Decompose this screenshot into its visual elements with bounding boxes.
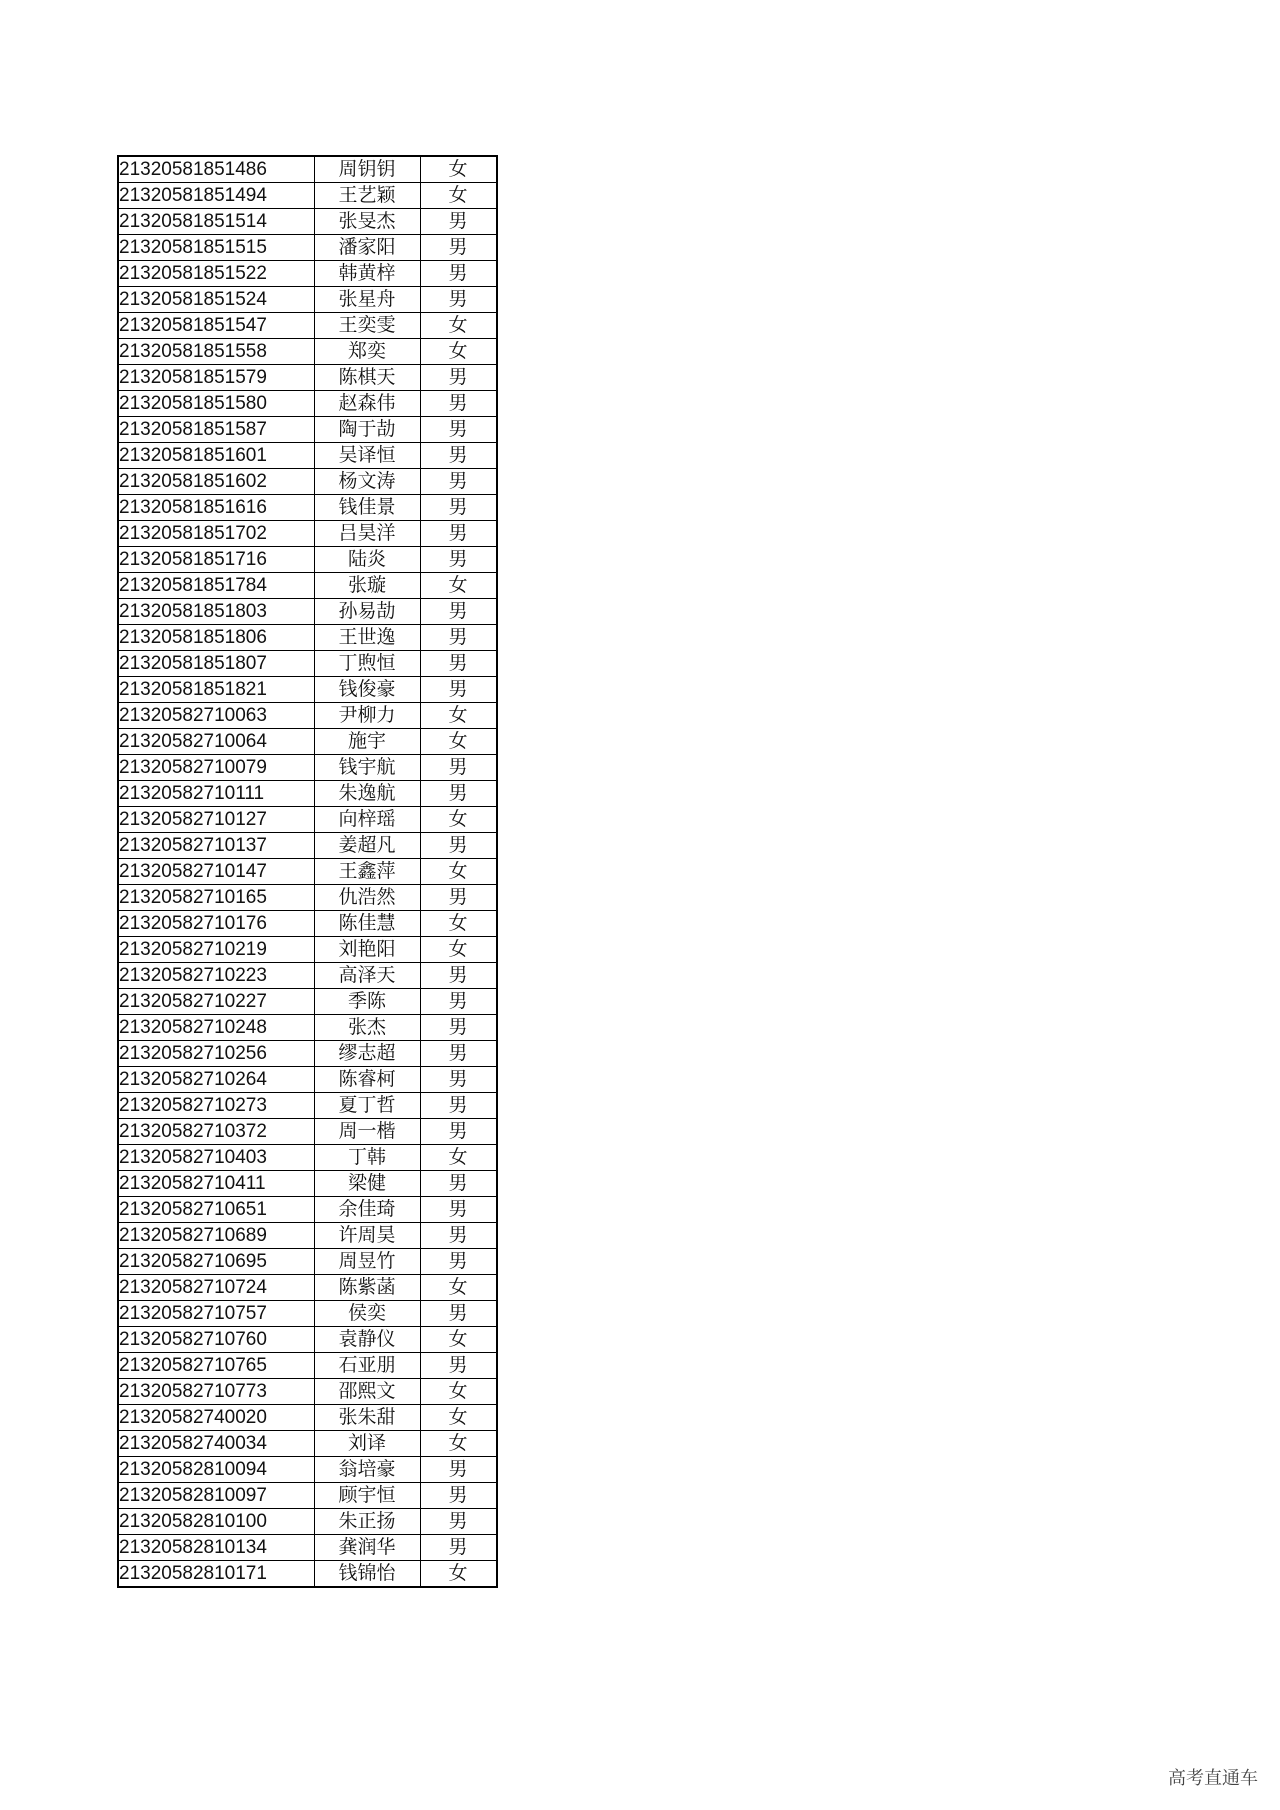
cell-name: 袁静仪	[314, 1327, 420, 1353]
cell-gender: 男	[420, 287, 497, 313]
cell-name: 石亚朋	[314, 1353, 420, 1379]
table-row	[118, 859, 497, 885]
table-row	[118, 1119, 497, 1145]
cell-name: 陈紫菡	[314, 1275, 420, 1301]
cell-name: 潘家阳	[314, 235, 420, 261]
cell-gender: 男	[420, 1483, 497, 1509]
cell-exam-number: 21320582710403	[118, 1145, 314, 1171]
cell-gender: 男	[420, 443, 497, 469]
cell-gender: 女	[420, 183, 497, 209]
cell-gender: 女	[420, 1145, 497, 1171]
table-row	[118, 209, 497, 235]
cell-name: 朱正扬	[314, 1509, 420, 1535]
cell-exam-number: 21320582810094	[118, 1457, 314, 1483]
cell-exam-number: 21320582710137	[118, 833, 314, 859]
cell-name: 刘译	[314, 1431, 420, 1457]
cell-gender: 男	[420, 1067, 497, 1093]
cell-exam-number: 21320582710219	[118, 937, 314, 963]
table-row	[118, 521, 497, 547]
cell-gender: 男	[420, 547, 497, 573]
table-row	[118, 156, 497, 183]
cell-name: 季陈	[314, 989, 420, 1015]
table-row	[118, 599, 497, 625]
table-row	[118, 1171, 497, 1197]
cell-gender: 男	[420, 235, 497, 261]
cell-gender: 男	[420, 989, 497, 1015]
table-row	[118, 1561, 497, 1588]
table-row	[118, 833, 497, 859]
table-row	[118, 1431, 497, 1457]
cell-gender: 男	[420, 1249, 497, 1275]
cell-name: 龚润华	[314, 1535, 420, 1561]
cell-name: 张朱甜	[314, 1405, 420, 1431]
table-body	[118, 156, 497, 1587]
cell-exam-number: 21320582710765	[118, 1353, 314, 1379]
cell-gender: 男	[420, 495, 497, 521]
table-row	[118, 365, 497, 391]
cell-exam-number: 21320582710063	[118, 703, 314, 729]
cell-gender: 女	[420, 1379, 497, 1405]
cell-name: 周昱竹	[314, 1249, 420, 1275]
cell-exam-number: 21320582810171	[118, 1561, 314, 1588]
cell-exam-number: 21320581851558	[118, 339, 314, 365]
cell-gender: 男	[420, 261, 497, 287]
cell-gender: 男	[420, 1509, 497, 1535]
cell-gender: 女	[420, 573, 497, 599]
cell-exam-number: 21320581851524	[118, 287, 314, 313]
table-row	[118, 391, 497, 417]
cell-exam-number: 21320582710079	[118, 755, 314, 781]
cell-exam-number: 21320581851579	[118, 365, 314, 391]
cell-name: 钱宇航	[314, 755, 420, 781]
cell-name: 丁韩	[314, 1145, 420, 1171]
cell-gender: 男	[420, 677, 497, 703]
cell-name: 王奕雯	[314, 313, 420, 339]
cell-name: 陶于劼	[314, 417, 420, 443]
cell-gender: 男	[420, 651, 497, 677]
footer-watermark: 高考直通车	[1168, 1768, 1258, 1789]
cell-name: 吕昊洋	[314, 521, 420, 547]
cell-exam-number: 21320581851547	[118, 313, 314, 339]
cell-name: 夏丁哲	[314, 1093, 420, 1119]
table-row	[118, 625, 497, 651]
cell-exam-number: 21320582710411	[118, 1171, 314, 1197]
table-row	[118, 729, 497, 755]
cell-gender: 男	[420, 781, 497, 807]
cell-name: 杨文涛	[314, 469, 420, 495]
table-row	[118, 1353, 497, 1379]
cell-gender: 男	[420, 1301, 497, 1327]
cell-name: 施宇	[314, 729, 420, 755]
cell-name: 陈睿柯	[314, 1067, 420, 1093]
cell-name: 向梓瑶	[314, 807, 420, 833]
cell-gender: 男	[420, 963, 497, 989]
cell-exam-number: 21320582710651	[118, 1197, 314, 1223]
cell-gender: 女	[420, 339, 497, 365]
table-row	[118, 1457, 497, 1483]
cell-gender: 女	[420, 937, 497, 963]
table-row	[118, 1145, 497, 1171]
cell-name: 刘艳阳	[314, 937, 420, 963]
cell-gender: 男	[420, 1457, 497, 1483]
cell-exam-number: 21320582740034	[118, 1431, 314, 1457]
table-row	[118, 547, 497, 573]
table-row	[118, 1093, 497, 1119]
cell-gender: 女	[420, 703, 497, 729]
cell-gender: 女	[420, 911, 497, 937]
cell-gender: 男	[420, 755, 497, 781]
cell-name: 丁煦恒	[314, 651, 420, 677]
cell-exam-number: 21320582710689	[118, 1223, 314, 1249]
cell-name: 缪志超	[314, 1041, 420, 1067]
cell-gender: 男	[420, 1093, 497, 1119]
cell-gender: 男	[420, 625, 497, 651]
student-list-table	[117, 155, 498, 1588]
cell-exam-number: 21320582740020	[118, 1405, 314, 1431]
table-row	[118, 1509, 497, 1535]
cell-name: 顾宇恒	[314, 1483, 420, 1509]
table-row	[118, 443, 497, 469]
cell-exam-number: 21320582710264	[118, 1067, 314, 1093]
table-row	[118, 1015, 497, 1041]
table-row	[118, 1405, 497, 1431]
cell-name: 高泽天	[314, 963, 420, 989]
cell-exam-number: 21320582710165	[118, 885, 314, 911]
cell-name: 陈佳慧	[314, 911, 420, 937]
cell-gender: 男	[420, 417, 497, 443]
cell-name: 王艺颖	[314, 183, 420, 209]
table-row	[118, 339, 497, 365]
cell-gender: 女	[420, 807, 497, 833]
cell-exam-number: 21320582710773	[118, 1379, 314, 1405]
cell-name: 王鑫萍	[314, 859, 420, 885]
table-row	[118, 313, 497, 339]
cell-name: 钱锦怡	[314, 1561, 420, 1588]
cell-exam-number: 21320581851803	[118, 599, 314, 625]
table-row	[118, 1275, 497, 1301]
cell-name: 钱佳景	[314, 495, 420, 521]
cell-name: 郑奕	[314, 339, 420, 365]
cell-name: 张星舟	[314, 287, 420, 313]
cell-name: 赵森伟	[314, 391, 420, 417]
table-row	[118, 1197, 497, 1223]
table-row	[118, 1535, 497, 1561]
cell-exam-number: 21320582710176	[118, 911, 314, 937]
cell-exam-number: 21320582710127	[118, 807, 314, 833]
cell-exam-number: 21320581851806	[118, 625, 314, 651]
cell-exam-number: 21320582710227	[118, 989, 314, 1015]
cell-name: 梁健	[314, 1171, 420, 1197]
table-row	[118, 573, 497, 599]
cell-gender: 女	[420, 156, 497, 183]
table-row	[118, 1379, 497, 1405]
cell-name: 周钥钥	[314, 156, 420, 183]
cell-gender: 男	[420, 469, 497, 495]
cell-gender: 女	[420, 859, 497, 885]
table-row	[118, 1041, 497, 1067]
cell-exam-number: 21320582710223	[118, 963, 314, 989]
cell-exam-number: 21320581851486	[118, 156, 314, 183]
cell-name: 邵熙文	[314, 1379, 420, 1405]
cell-gender: 男	[420, 1171, 497, 1197]
table-row	[118, 989, 497, 1015]
cell-exam-number: 21320582710147	[118, 859, 314, 885]
cell-exam-number: 21320582710372	[118, 1119, 314, 1145]
cell-gender: 男	[420, 1015, 497, 1041]
cell-exam-number: 21320582810097	[118, 1483, 314, 1509]
cell-name: 韩黄梓	[314, 261, 420, 287]
cell-gender: 男	[420, 1119, 497, 1145]
cell-name: 朱逸航	[314, 781, 420, 807]
cell-exam-number: 21320582710256	[118, 1041, 314, 1067]
cell-gender: 男	[420, 1535, 497, 1561]
cell-gender: 女	[420, 1405, 497, 1431]
cell-gender: 男	[420, 209, 497, 235]
cell-name: 张璇	[314, 573, 420, 599]
cell-exam-number: 21320581851821	[118, 677, 314, 703]
cell-name: 许周昊	[314, 1223, 420, 1249]
table-row	[118, 963, 497, 989]
table-row	[118, 1067, 497, 1093]
cell-name: 周一楷	[314, 1119, 420, 1145]
cell-name: 翁培豪	[314, 1457, 420, 1483]
table-row	[118, 807, 497, 833]
table-row	[118, 1327, 497, 1353]
cell-name: 王世逸	[314, 625, 420, 651]
table-row	[118, 651, 497, 677]
cell-gender: 男	[420, 833, 497, 859]
cell-exam-number: 21320582710273	[118, 1093, 314, 1119]
cell-exam-number: 21320581851494	[118, 183, 314, 209]
table-row	[118, 937, 497, 963]
cell-exam-number: 21320581851616	[118, 495, 314, 521]
cell-gender: 女	[420, 1561, 497, 1588]
table-row	[118, 677, 497, 703]
cell-exam-number: 21320582710248	[118, 1015, 314, 1041]
table-row	[118, 261, 497, 287]
cell-exam-number: 21320581851601	[118, 443, 314, 469]
cell-exam-number: 21320582710695	[118, 1249, 314, 1275]
table-row	[118, 495, 497, 521]
cell-gender: 女	[420, 1431, 497, 1457]
table-row	[118, 1223, 497, 1249]
cell-gender: 男	[420, 1041, 497, 1067]
cell-exam-number: 21320582710111	[118, 781, 314, 807]
cell-gender: 女	[420, 729, 497, 755]
cell-exam-number: 21320581851515	[118, 235, 314, 261]
cell-exam-number: 21320581851702	[118, 521, 314, 547]
cell-exam-number: 21320582810100	[118, 1509, 314, 1535]
table-row	[118, 1483, 497, 1509]
cell-exam-number: 21320582810134	[118, 1535, 314, 1561]
cell-gender: 男	[420, 1197, 497, 1223]
cell-gender: 男	[420, 521, 497, 547]
cell-gender: 男	[420, 365, 497, 391]
cell-name: 钱俊豪	[314, 677, 420, 703]
cell-exam-number: 21320581851784	[118, 573, 314, 599]
cell-gender: 女	[420, 1275, 497, 1301]
cell-exam-number: 21320581851587	[118, 417, 314, 443]
table-row	[118, 911, 497, 937]
table-row	[118, 703, 497, 729]
cell-exam-number: 21320582710724	[118, 1275, 314, 1301]
table-row	[118, 183, 497, 209]
cell-name: 侯奕	[314, 1301, 420, 1327]
cell-gender: 女	[420, 1327, 497, 1353]
cell-name: 姜超凡	[314, 833, 420, 859]
cell-gender: 男	[420, 885, 497, 911]
table-row	[118, 287, 497, 313]
cell-exam-number: 21320581851716	[118, 547, 314, 573]
cell-name: 张杰	[314, 1015, 420, 1041]
cell-name: 仇浩然	[314, 885, 420, 911]
table-row	[118, 417, 497, 443]
table-row	[118, 469, 497, 495]
cell-name: 余佳琦	[314, 1197, 420, 1223]
table-row	[118, 1249, 497, 1275]
table-row	[118, 1301, 497, 1327]
cell-name: 吴译恒	[314, 443, 420, 469]
cell-exam-number: 21320582710064	[118, 729, 314, 755]
cell-name: 孙易劼	[314, 599, 420, 625]
cell-gender: 男	[420, 1223, 497, 1249]
cell-name: 陆炎	[314, 547, 420, 573]
cell-gender: 男	[420, 1353, 497, 1379]
table-row	[118, 235, 497, 261]
cell-exam-number: 21320581851807	[118, 651, 314, 677]
cell-exam-number: 21320582710760	[118, 1327, 314, 1353]
cell-exam-number: 21320581851580	[118, 391, 314, 417]
cell-exam-number: 21320581851522	[118, 261, 314, 287]
cell-exam-number: 21320581851514	[118, 209, 314, 235]
cell-name: 张旻杰	[314, 209, 420, 235]
cell-gender: 女	[420, 313, 497, 339]
table-row	[118, 781, 497, 807]
table-row	[118, 885, 497, 911]
cell-exam-number: 21320581851602	[118, 469, 314, 495]
cell-exam-number: 21320582710757	[118, 1301, 314, 1327]
table-row	[118, 755, 497, 781]
cell-name: 陈棋天	[314, 365, 420, 391]
cell-name: 尹柳力	[314, 703, 420, 729]
cell-gender: 男	[420, 599, 497, 625]
cell-gender: 男	[420, 391, 497, 417]
